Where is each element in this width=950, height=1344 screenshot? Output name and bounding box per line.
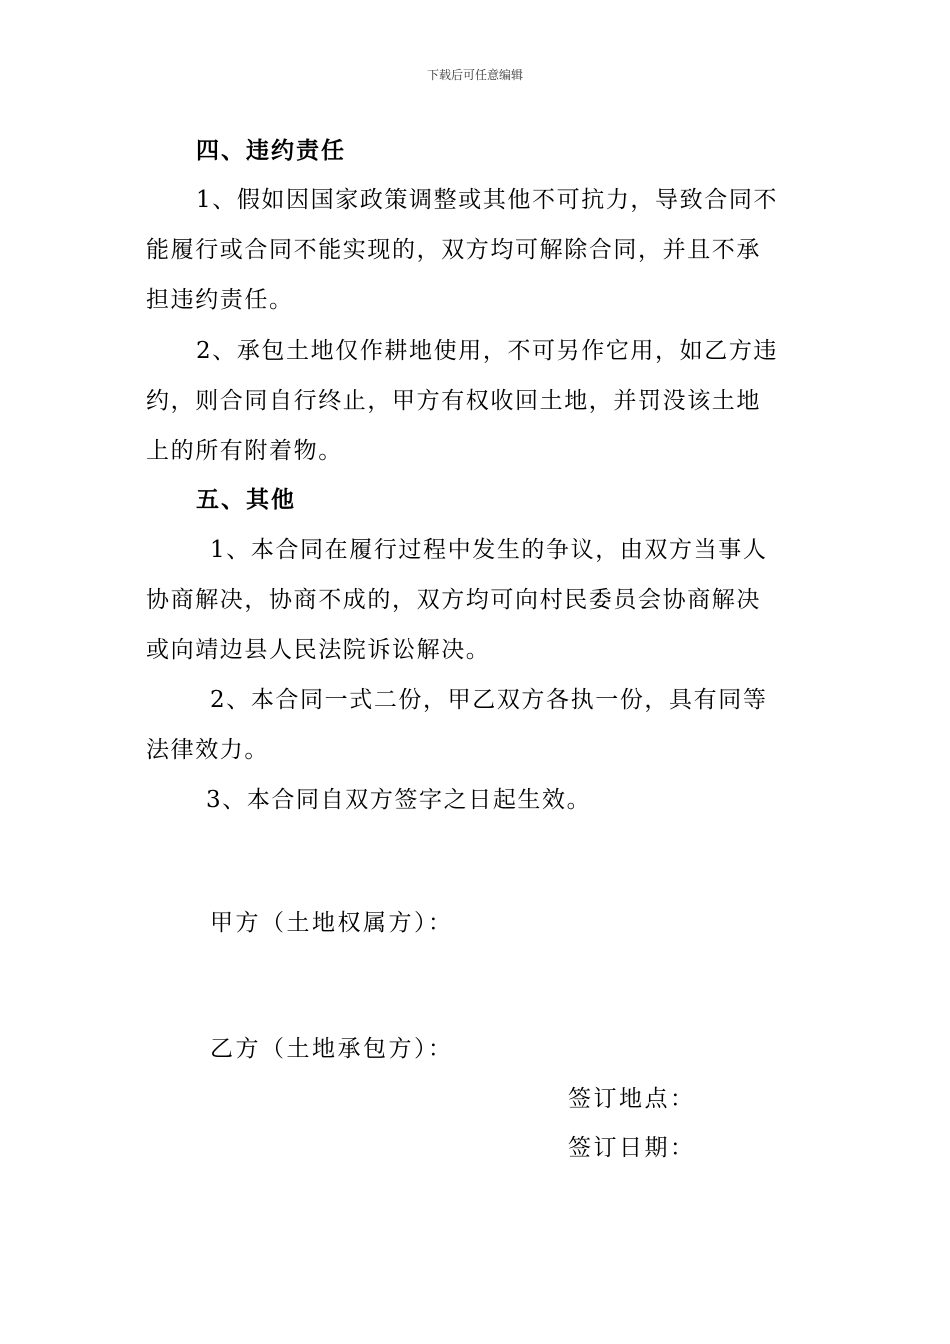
party-b-label: 乙方（土地承包方）： xyxy=(210,1036,454,1062)
paragraph-line: 或向靖边县人民法院诉讼解决。 xyxy=(146,637,491,663)
party-a-label: 甲方（土地权属方）： xyxy=(210,910,454,936)
paragraph-line: 2、承包土地仅作耕地使用，不可另作它用，如乙方违 xyxy=(196,338,779,364)
section-4-title: 四、违约责任 xyxy=(196,137,346,164)
paragraph-line: 能履行或合同不能实现的，双方均可解除合同，并且不承 xyxy=(146,237,761,263)
paragraph-line: 1、假如因国家政策调整或其他不可抗力，导致合同不 xyxy=(196,187,779,213)
paragraph-line: 上的所有附着物。 xyxy=(146,438,343,464)
paragraph-line: 协商解决，协商不成的，双方均可向村民委员会协商解决 xyxy=(146,587,761,613)
signing-date-label: 签订日期： xyxy=(568,1135,696,1161)
page-header-note: 下载后可任意编辑 xyxy=(426,68,523,82)
paragraph-line: 约，则合同自行终止，甲方有权收回土地，并罚没该土地 xyxy=(146,388,761,414)
signing-place-label: 签订地点： xyxy=(568,1086,696,1112)
paragraph-line: 担违约责任。 xyxy=(146,287,294,313)
section-5-paragraph-3: 3、本合同自双方签字之日起生效。 xyxy=(206,787,592,813)
paragraph-line: 1、本合同在履行过程中发生的争议，由双方当事人 xyxy=(210,537,768,563)
section-5-title: 五、其他 xyxy=(196,486,296,513)
paragraph-line: 2、本合同一式二份，甲乙双方各执一份，具有同等 xyxy=(210,687,768,713)
paragraph-line: 法律效力。 xyxy=(146,737,269,763)
